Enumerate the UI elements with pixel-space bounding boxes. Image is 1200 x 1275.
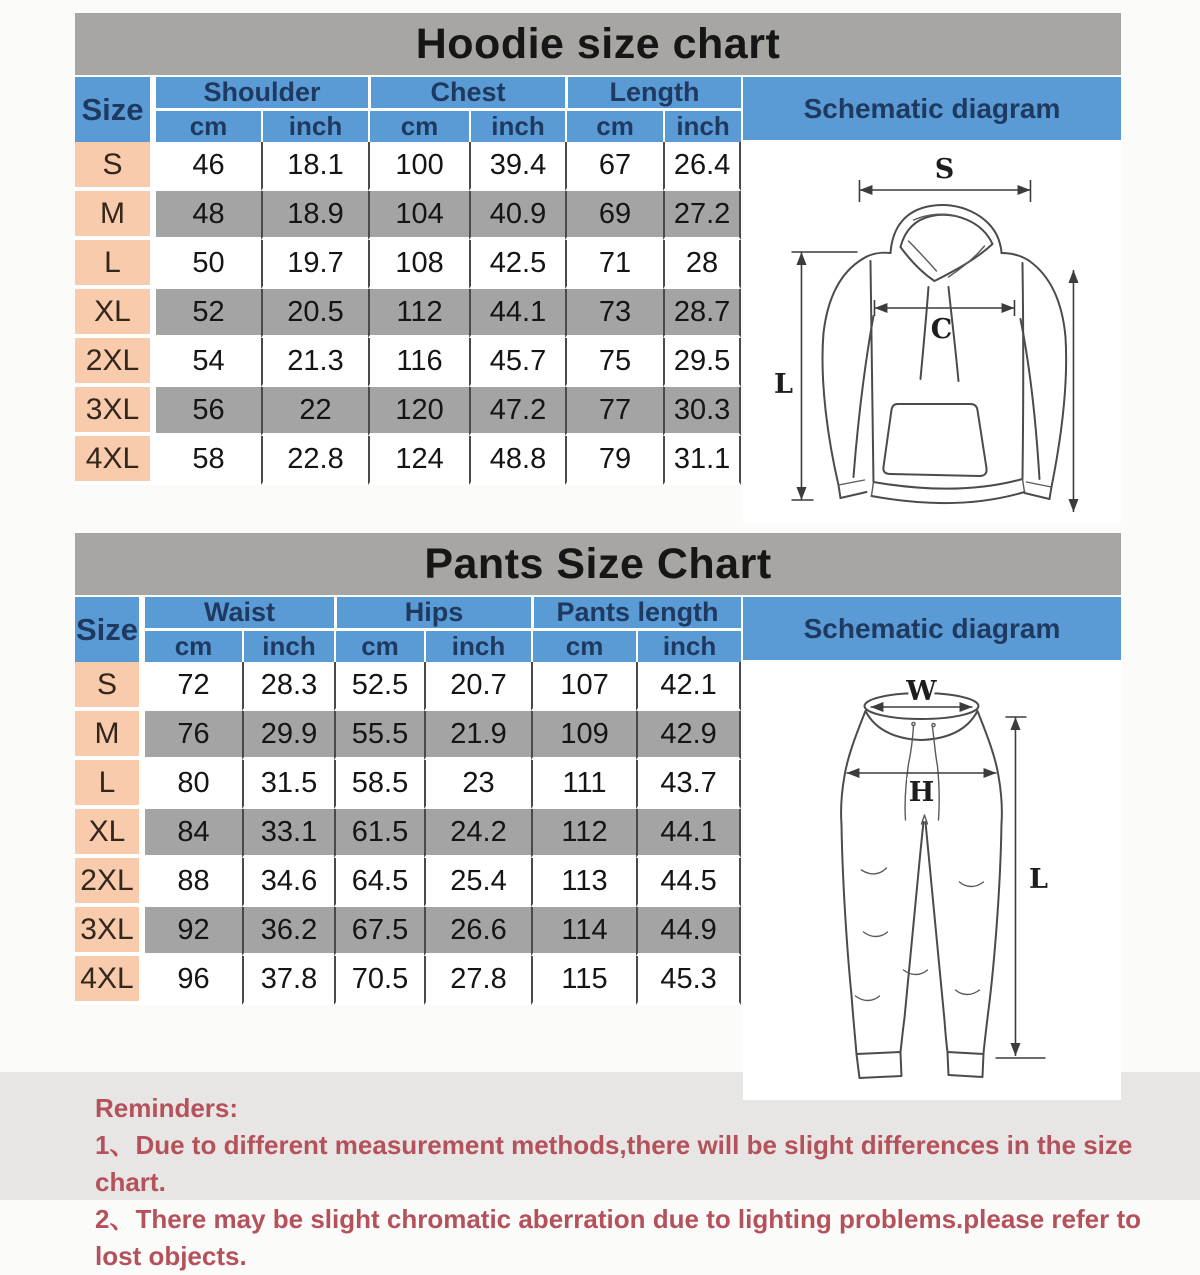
value-cell: 43.7 xyxy=(636,760,741,809)
value-cell: 45.3 xyxy=(636,956,741,1005)
hoodie-chart-body xyxy=(75,77,1121,523)
value-cell: 52 xyxy=(156,289,261,338)
unit-header-row xyxy=(75,631,741,662)
hoodie-size-chart-section xyxy=(75,13,1121,523)
size-cell: S xyxy=(75,142,156,191)
value-cell: 72 xyxy=(145,662,242,711)
value-cell: 77 xyxy=(565,387,663,436)
table-row xyxy=(75,142,741,191)
value-cell: 25.4 xyxy=(424,858,531,907)
size-cell: 2XL xyxy=(75,858,145,907)
value-cell: 84 xyxy=(145,809,242,858)
size-cell: 3XL xyxy=(75,387,156,436)
value-cell: 67 xyxy=(565,142,663,191)
value-cell: 70.5 xyxy=(334,956,424,1005)
value-cell: 114 xyxy=(531,907,636,956)
hips-group-header: Hips xyxy=(334,597,531,631)
size-cell: XL xyxy=(75,809,145,858)
size-column-header: Size xyxy=(75,77,156,142)
pants-line-drawing xyxy=(743,660,1121,1100)
value-cell: 20.5 xyxy=(261,289,368,338)
value-cell: 48.8 xyxy=(469,436,565,485)
value-cell: 115 xyxy=(531,956,636,1005)
reminder-item: 1、Due to different measurement methods,there will be slight differences in the size chart. xyxy=(95,1130,1133,1197)
size-cell: 4XL xyxy=(75,436,156,485)
table-row xyxy=(75,240,741,289)
pants-size-chart-section xyxy=(75,533,1121,1100)
pants-size-table xyxy=(75,597,741,1005)
shoulder-group-header: Shoulder xyxy=(156,77,368,111)
table-row xyxy=(75,907,741,956)
value-cell: 44.5 xyxy=(636,858,741,907)
pants-schematic-column xyxy=(743,597,1121,1100)
group-header-row xyxy=(75,77,741,111)
value-cell: 92 xyxy=(145,907,242,956)
hoodie-schematic-header: Schematic diagram xyxy=(743,77,1121,140)
unit-header-row xyxy=(75,111,741,142)
value-cell: 22.8 xyxy=(261,436,368,485)
hips-dimension-label: H xyxy=(908,777,935,808)
value-cell: 21.3 xyxy=(261,338,368,387)
value-cell: 79 xyxy=(565,436,663,485)
pants-schematic-header: Schematic diagram xyxy=(743,597,1121,660)
size-cell: M xyxy=(75,711,145,760)
value-cell: 52.5 xyxy=(334,662,424,711)
unit-header: cm xyxy=(334,631,424,662)
value-cell: 36.2 xyxy=(242,907,334,956)
value-cell: 73 xyxy=(565,289,663,338)
table-row xyxy=(75,191,741,240)
value-cell: 44.1 xyxy=(636,809,741,858)
value-cell: 120 xyxy=(368,387,469,436)
value-cell: 116 xyxy=(368,338,469,387)
value-cell: 18.9 xyxy=(261,191,368,240)
value-cell: 22 xyxy=(261,387,368,436)
value-cell: 29.9 xyxy=(242,711,334,760)
unit-header: cm xyxy=(531,631,636,662)
table-row xyxy=(75,711,741,760)
value-cell: 75 xyxy=(565,338,663,387)
waist-dimension-label: W xyxy=(906,676,937,707)
value-cell: 69 xyxy=(565,191,663,240)
value-cell: 88 xyxy=(145,858,242,907)
size-column-header: Size xyxy=(75,597,145,662)
value-cell: 44.9 xyxy=(636,907,741,956)
table-row xyxy=(75,858,741,907)
value-cell: 47.2 xyxy=(469,387,565,436)
value-cell: 19.7 xyxy=(261,240,368,289)
value-cell: 124 xyxy=(368,436,469,485)
value-cell: 33.1 xyxy=(242,809,334,858)
hoodie-line-drawing xyxy=(743,140,1121,523)
value-cell: 28 xyxy=(663,240,741,289)
pants-length-dimension-label: L xyxy=(1029,864,1049,895)
size-cell: XL xyxy=(75,289,156,338)
value-cell: 80 xyxy=(145,760,242,809)
table-row xyxy=(75,809,741,858)
pants-chart-body xyxy=(75,597,1121,1100)
pants-chart-title: Pants Size Chart xyxy=(75,533,1121,595)
value-cell: 64.5 xyxy=(334,858,424,907)
value-cell: 31.5 xyxy=(242,760,334,809)
size-cell: 3XL xyxy=(75,907,145,956)
value-cell: 18.1 xyxy=(261,142,368,191)
table-row xyxy=(75,662,741,711)
value-cell: 104 xyxy=(368,191,469,240)
unit-header: inch xyxy=(636,631,741,662)
value-cell: 58 xyxy=(156,436,261,485)
value-cell: 20.7 xyxy=(424,662,531,711)
size-cell: 2XL xyxy=(75,338,156,387)
hoodie-schematic-column xyxy=(743,77,1121,523)
table-row xyxy=(75,436,741,485)
value-cell: 107 xyxy=(531,662,636,711)
value-cell: 109 xyxy=(531,711,636,760)
size-cell: L xyxy=(75,760,145,809)
pants-length-group-header: Pants length xyxy=(531,597,741,631)
value-cell: 40.9 xyxy=(469,191,565,240)
value-cell: 55.5 xyxy=(334,711,424,760)
value-cell: 67.5 xyxy=(334,907,424,956)
value-cell: 100 xyxy=(368,142,469,191)
value-cell: 42.5 xyxy=(469,240,565,289)
hoodie-size-table xyxy=(75,77,741,485)
table-row xyxy=(75,289,741,338)
unit-header: inch xyxy=(261,111,368,142)
size-cell: 4XL xyxy=(75,956,145,1005)
value-cell: 58.5 xyxy=(334,760,424,809)
value-cell: 45.7 xyxy=(469,338,565,387)
table-row xyxy=(75,760,741,809)
value-cell: 29.5 xyxy=(663,338,741,387)
value-cell: 48 xyxy=(156,191,261,240)
unit-header: inch xyxy=(469,111,565,142)
value-cell: 61.5 xyxy=(334,809,424,858)
value-cell: 46 xyxy=(156,142,261,191)
value-cell: 28.7 xyxy=(663,289,741,338)
value-cell: 112 xyxy=(531,809,636,858)
value-cell: 26.6 xyxy=(424,907,531,956)
length-group-header: Length xyxy=(565,77,741,111)
size-cell: S xyxy=(75,662,145,711)
value-cell: 96 xyxy=(145,956,242,1005)
value-cell: 37.8 xyxy=(242,956,334,1005)
reminders-block xyxy=(95,1090,1155,1275)
unit-header: inch xyxy=(242,631,334,662)
unit-header: cm xyxy=(565,111,663,142)
value-cell: 108 xyxy=(368,240,469,289)
table-row xyxy=(75,956,741,1005)
value-cell: 27.2 xyxy=(663,191,741,240)
table-row xyxy=(75,338,741,387)
value-cell: 31.1 xyxy=(663,436,741,485)
group-header-row xyxy=(75,597,741,631)
unit-header: inch xyxy=(424,631,531,662)
value-cell: 26.4 xyxy=(663,142,741,191)
value-cell: 56 xyxy=(156,387,261,436)
waist-group-header: Waist xyxy=(145,597,334,631)
length-dimension-label: L xyxy=(774,369,794,400)
reminders-heading: Reminders: xyxy=(95,1093,239,1123)
reminder-item: 2、There may be slight chromatic aberration due to lighting problems.please refer to lost objects. xyxy=(95,1204,1142,1271)
value-cell: 28.3 xyxy=(242,662,334,711)
value-cell: 44.1 xyxy=(469,289,565,338)
value-cell: 113 xyxy=(531,858,636,907)
unit-header: cm xyxy=(156,111,261,142)
value-cell: 54 xyxy=(156,338,261,387)
value-cell: 34.6 xyxy=(242,858,334,907)
size-cell: L xyxy=(75,240,156,289)
shoulder-dimension-label: S xyxy=(934,154,955,185)
value-cell: 50 xyxy=(156,240,261,289)
unit-header: cm xyxy=(145,631,242,662)
value-cell: 27.8 xyxy=(424,956,531,1005)
hoodie-schematic-diagram xyxy=(743,140,1121,523)
value-cell: 24.2 xyxy=(424,809,531,858)
value-cell: 21.9 xyxy=(424,711,531,760)
value-cell: 39.4 xyxy=(469,142,565,191)
chest-dimension-label: C xyxy=(930,314,953,345)
value-cell: 112 xyxy=(368,289,469,338)
unit-header: inch xyxy=(663,111,741,142)
value-cell: 42.1 xyxy=(636,662,741,711)
size-cell: M xyxy=(75,191,156,240)
chest-group-header: Chest xyxy=(368,77,565,111)
pants-schematic-diagram xyxy=(743,660,1121,1100)
value-cell: 111 xyxy=(531,760,636,809)
value-cell: 30.3 xyxy=(663,387,741,436)
value-cell: 23 xyxy=(424,760,531,809)
hoodie-chart-title: Hoodie size chart xyxy=(75,13,1121,75)
unit-header: cm xyxy=(368,111,469,142)
table-row xyxy=(75,387,741,436)
value-cell: 42.9 xyxy=(636,711,741,760)
value-cell: 76 xyxy=(145,711,242,760)
value-cell: 71 xyxy=(565,240,663,289)
